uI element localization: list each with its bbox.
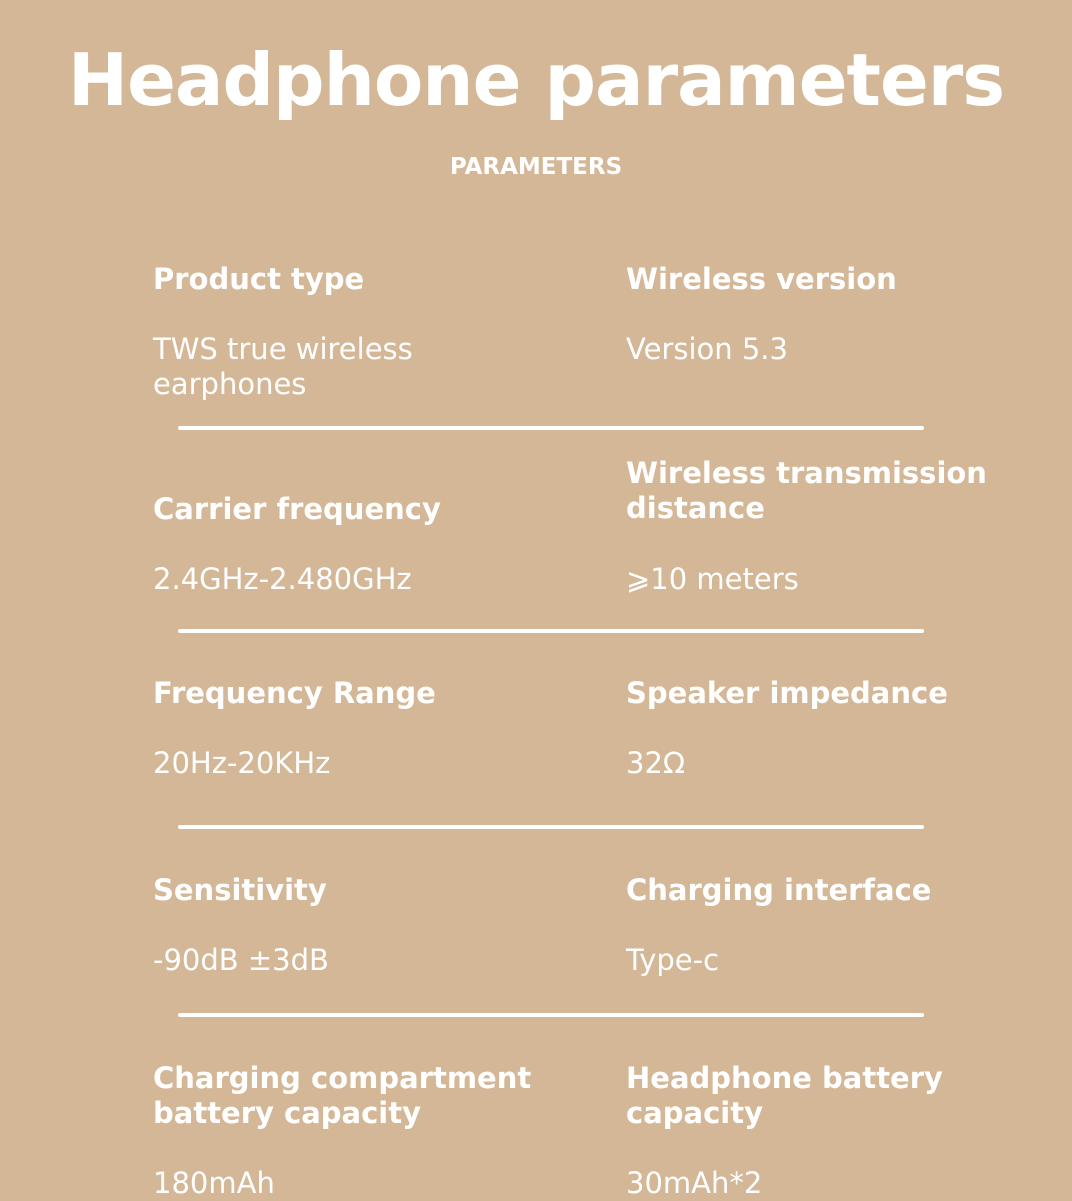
param-value-headphone-battery: 30mAh*2 — [626, 1166, 763, 1200]
param-label-transmission-distance: Wireless transmission distance — [626, 456, 987, 525]
param-value-carrier-frequency: 2.4GHz-2.480GHz — [153, 562, 412, 596]
row-divider — [178, 1013, 924, 1017]
param-label-wireless-version: Wireless version — [626, 262, 897, 296]
param-value-product-type: TWS true wireless earphones — [153, 332, 413, 401]
param-label-carrier-frequency: Carrier frequency — [153, 492, 441, 526]
param-value-charging-interface: Type-c — [626, 943, 720, 977]
param-value-frequency-range: 20Hz-20KHz — [153, 746, 331, 780]
row-divider — [178, 629, 924, 633]
page-subtitle: PARAMETERS — [449, 154, 623, 180]
param-value-transmission-distance: ⩾10 meters — [626, 562, 799, 596]
param-label-frequency-range: Frequency Range — [153, 676, 436, 710]
page-title: Headphone parameters — [67, 38, 1005, 122]
param-value-case-battery: 180mAh — [153, 1166, 275, 1200]
param-label-charging-interface: Charging interface — [626, 873, 932, 907]
param-label-product-type: Product type — [153, 262, 365, 296]
param-label-speaker-impedance: Speaker impedance — [626, 676, 948, 710]
row-divider — [178, 825, 924, 829]
param-label-sensitivity: Sensitivity — [153, 873, 327, 907]
param-value-speaker-impedance: 32Ω — [626, 746, 686, 780]
param-value-wireless-version: Version 5.3 — [626, 332, 788, 366]
row-divider — [178, 426, 924, 430]
param-label-headphone-battery: Headphone battery capacity — [626, 1061, 943, 1130]
param-label-case-battery: Charging compartment battery capacity — [153, 1061, 532, 1130]
param-value-sensitivity: -90dB ±3dB — [153, 943, 329, 977]
